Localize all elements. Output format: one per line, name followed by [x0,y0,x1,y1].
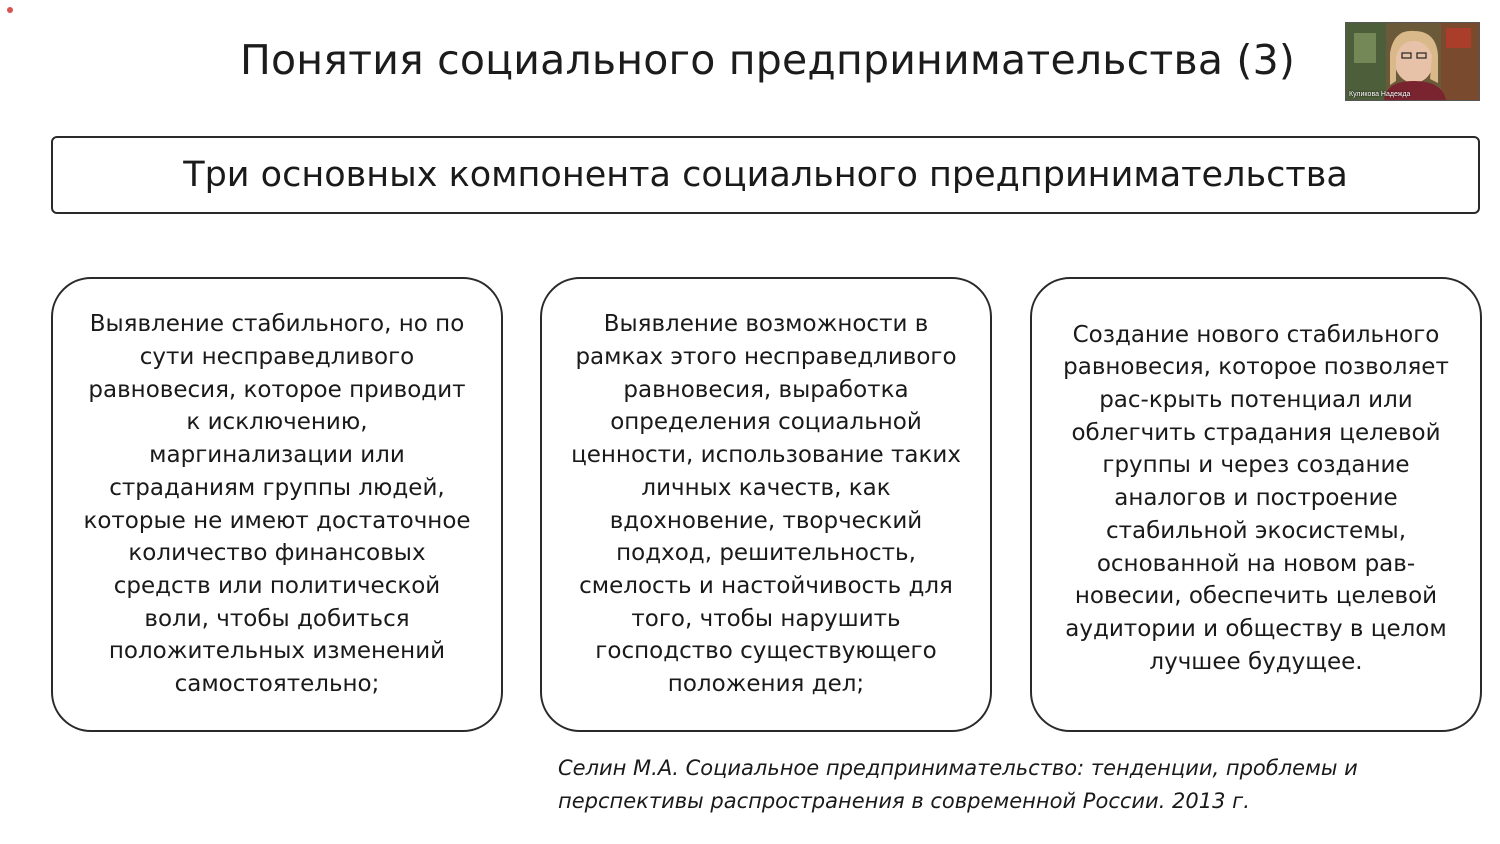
participant-video-tile[interactable] [1345,22,1480,101]
citation-line-2: перспективы распространения в современной России. 2013 г. [558,789,1250,813]
component-card-1-text [83,308,470,700]
participant-name-label: Куликова Надежда [1349,91,1411,98]
card-line: вдохновение, творческий [609,507,923,534]
card-line: стабильной экосистемы, [1105,517,1407,544]
card-line: определения социальной [610,409,922,436]
card-line: рас-крыть потенциал или [1099,387,1413,414]
section-header [51,136,1480,214]
recording-indicator-icon [7,7,13,13]
card-line: сути несправедливого [139,343,415,370]
card-line: рамках этого несправедливого [575,343,957,370]
card-line: новесии, обеспечить целевой [1074,583,1438,610]
card-line: которые не имеют достаточное [83,507,471,534]
card-line: Выявление возможности в [603,311,929,338]
card-line: Выявление стабильного, но по [89,311,465,338]
card-line: положения дел; [667,671,865,698]
card-line: группы и через создание [1102,452,1410,479]
slide-title: Понятия социального предпринимательства (3) [239,36,1296,84]
card-line: количество финансовых [128,540,426,567]
card-line: страданиям группы людей, [109,474,445,501]
card-line: ценности, использование таких [571,442,961,469]
card-line: того, чтобы нарушить [631,605,901,632]
card-line: аудитории и обществу в целом [1065,615,1447,642]
card-line: самостоятельно; [174,671,380,698]
card-line: аналогов и построение [1114,485,1398,512]
card-line: господство существующего [595,638,937,665]
card-line: подход, решительность, [616,540,916,567]
card-line: равновесия, которое приводит [88,376,466,403]
card-line: средств или политической [113,572,441,599]
card-line: смелость и настойчивость для [579,572,953,599]
card-line: маргинализации или [149,442,405,469]
section-header-text: Три основных компонента социального предпринимательства [183,155,1348,195]
participant-video-feed [1346,23,1479,100]
card-line: основанной на новом рав- [1096,550,1416,577]
card-line: облегчить страдания целевой [1071,419,1441,446]
citation-line-1: Селин М.А. Социальное предпринимательство: тенденции, проблемы и [558,756,1358,780]
component-card-3-text [1063,319,1449,679]
component-card-3 [1030,277,1482,732]
component-card-2 [540,277,992,732]
card-line: к исключению, [186,409,368,436]
card-line: Создание нового стабильного [1072,321,1440,348]
citation [558,752,1468,818]
component-card-1 [51,277,503,732]
card-line: положительных изменений [108,638,446,665]
component-card-2-text [571,308,961,700]
card-line: воли, чтобы добиться [144,605,410,632]
card-line: равновесия, выработка [623,376,909,403]
card-line: лучшее будущее. [1149,648,1363,675]
card-line: личных качеств, как [641,474,891,501]
card-line: равновесия, которое позволяет [1063,354,1449,381]
